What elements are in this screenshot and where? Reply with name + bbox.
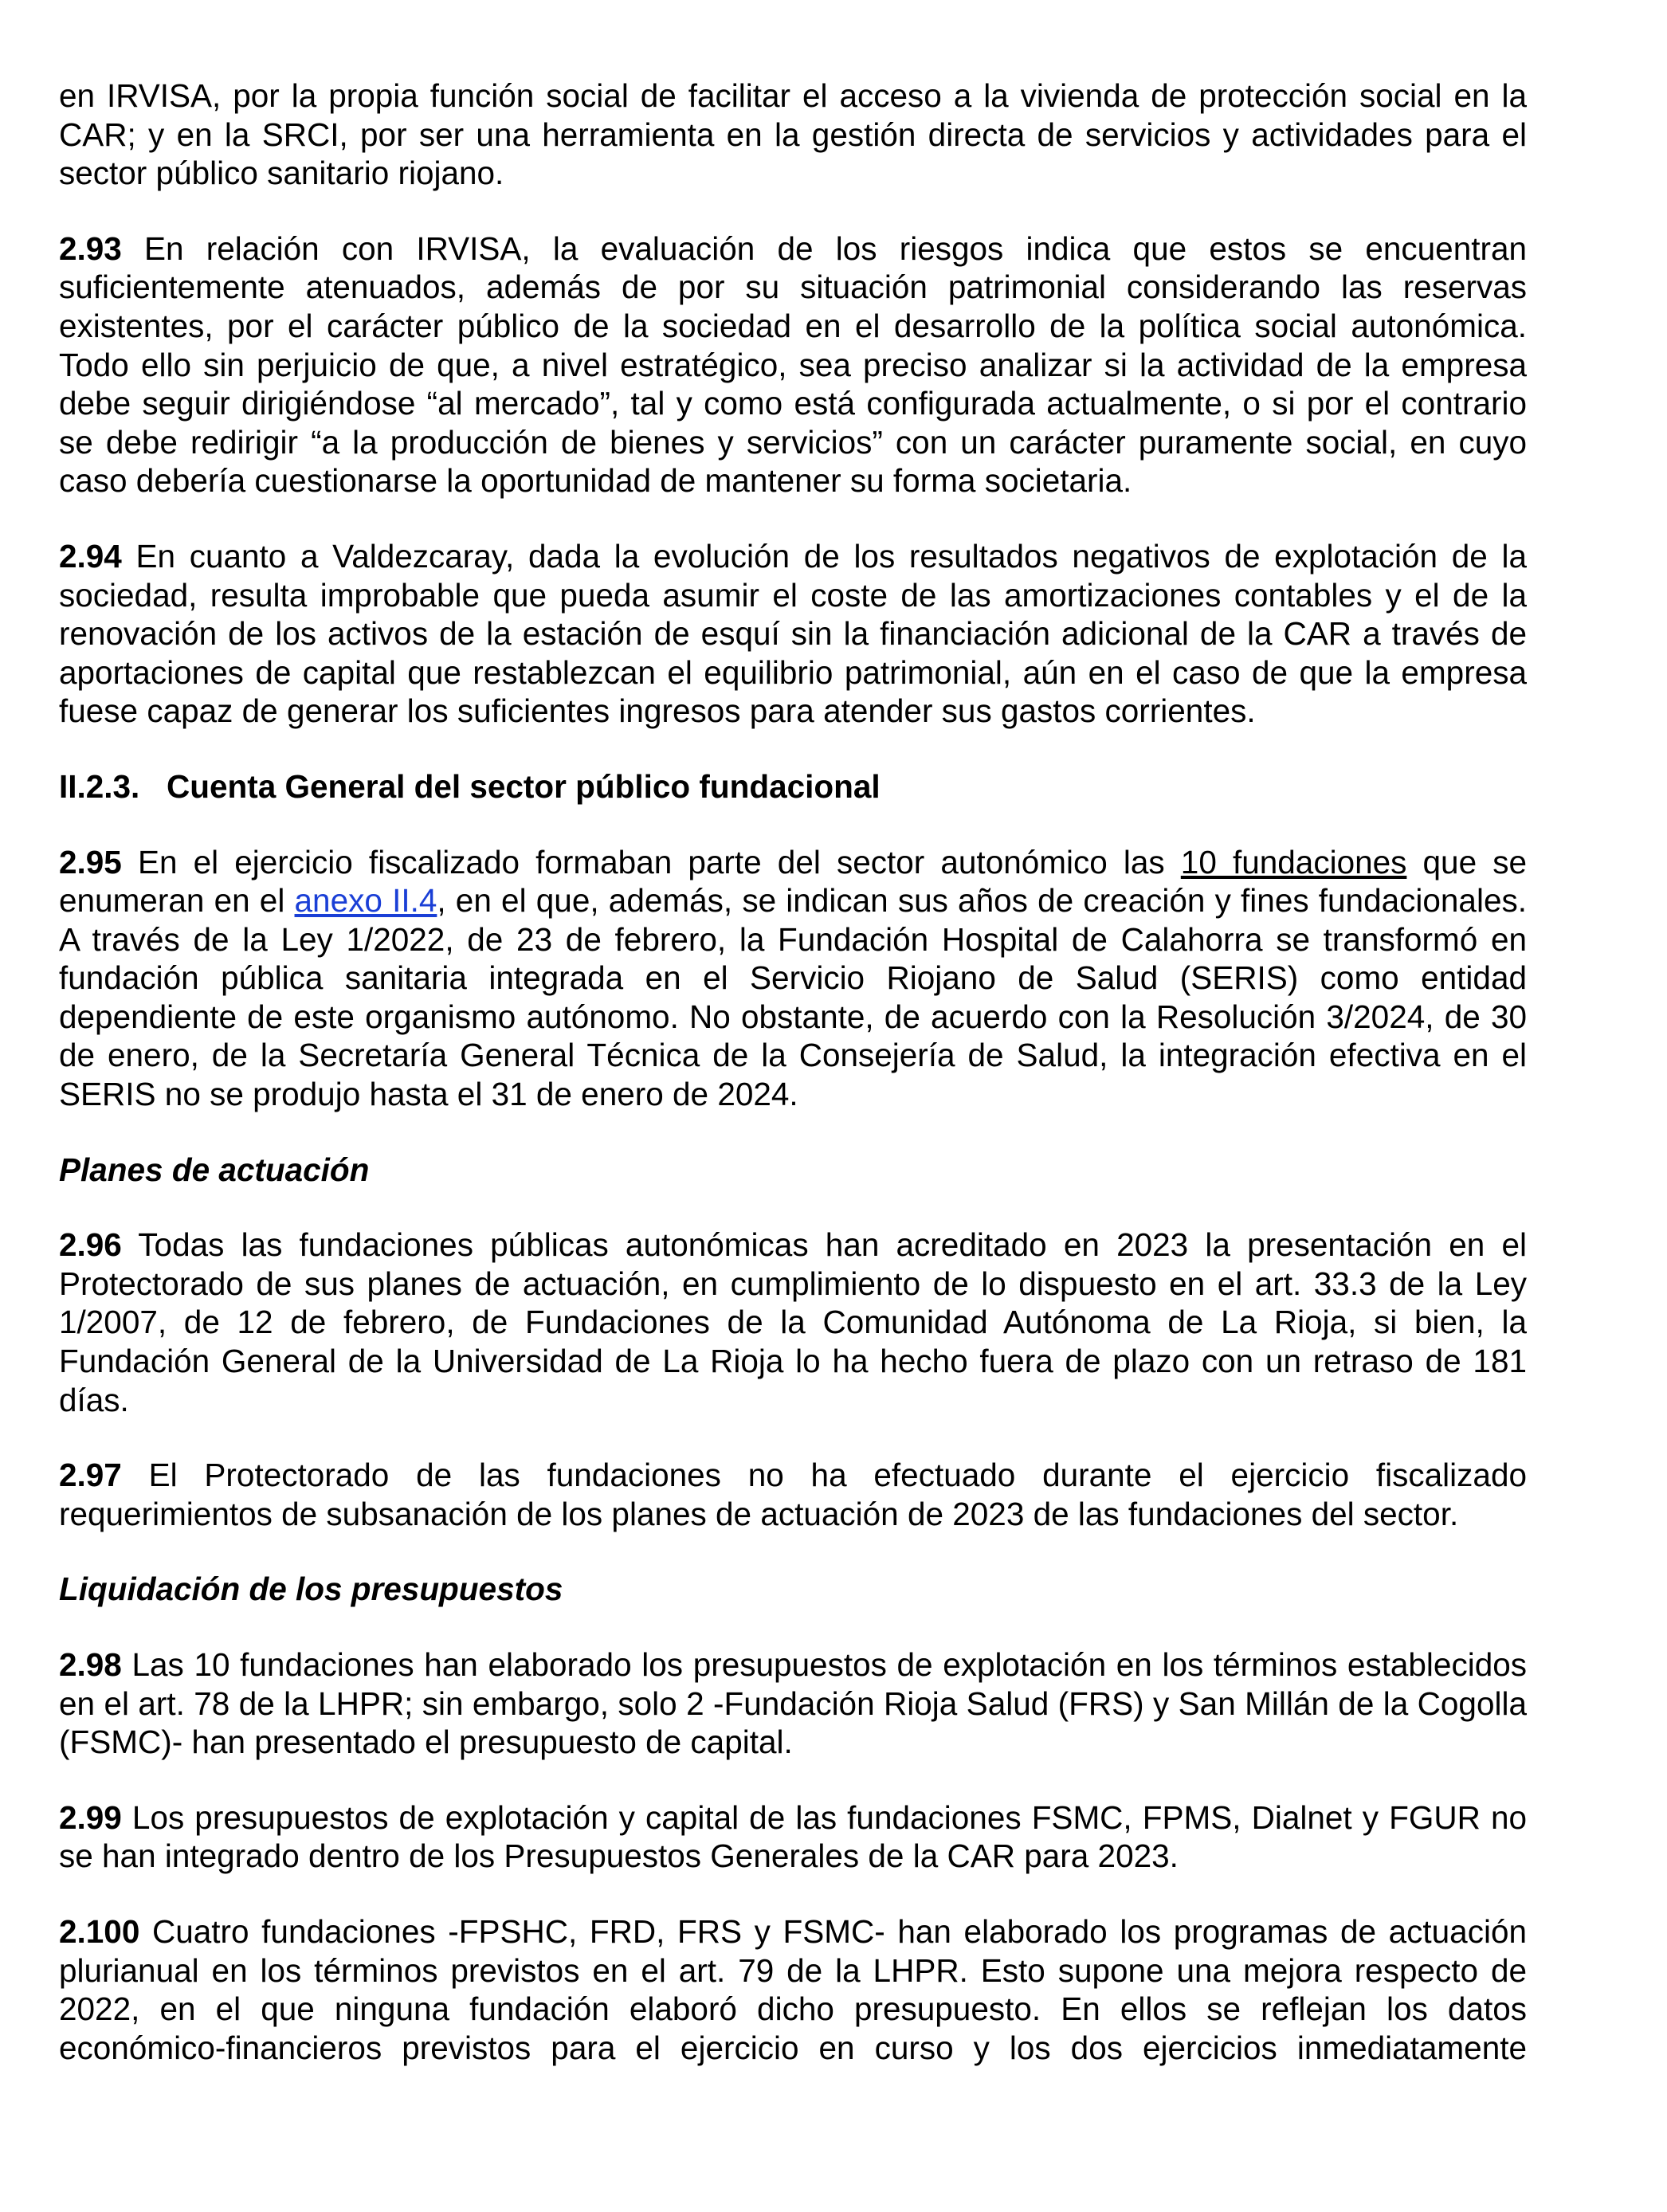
paragraph-text: Las 10 fundaciones han elaborado los presupuestos de explotación en los términos establecidos en el art. 78 de la LHPR; sin embargo, solo 2 -Fundación Rioja Salud (FRS) y San Millán de la Cogolla (FSMC)- han presentado el presupuesto de capital. — [59, 1646, 1527, 1761]
paragraph-text: , en el que, además, se indican sus años de creación y fines fundacionales. A través de la Ley 1/2022, de 23 de febrero, la Fundación Hospital de Calahorra se transformó en fundación pública sanitaria integrada en el Servicio Riojano de Salud (SERIS) como entidad dependiente de este organismo autónomo. No obstante, de acuerdo con la Resolución 3/2024, de 30 de enero, de la Secretaría General Técnica de la Consejería de Salud, la integración efectiva en el SERIS no se produjo hasta el 31 de enero de 2024. — [59, 882, 1527, 1113]
subheading-planes: Planes de actuación — [59, 1151, 370, 1188]
paragraph-text: En relación con IRVISA, la evaluación de los riesgos indica que estos se encuentran suficientemente atenuados, además de por su situación patrimonial considerando las reservas existentes, por el carácter público de la sociedad en el desarrollo de la política social autonómica. Todo ello sin perjuicio de que, a nivel estratégico, sea preciso analizar si la actividad de la empresa debe seguir dirigiéndose “al mercado”, tal y como está configurada actualmente, o si por el contrario se debe redirigir “a la producción de bienes y servicios” con un carácter puramente social, en cuyo caso debería cuestionarse la oportunidad de mantener su forma societaria. — [59, 229, 1527, 500]
paragraph-number: 2.94 — [59, 537, 122, 575]
paragraph-text: Todas las fundaciones públicas autonómicas han acreditado en 2023 la presentación en el Protectorado de sus planes de actuación, en cumplimiento de lo dispuesto en el art. 33.3 de la Ley 1/2007, de 12 de febrero, de Fundaciones de la Comunidad Autónoma de La Rioja, si bien, la Fundación General de la Universidad de La Rioja lo ha hecho fuera de plazo con un retraso de 181 días. — [59, 1226, 1527, 1418]
paragraph-2-98 — [59, 1645, 1527, 1762]
paragraph-text: El Protectorado de las fundaciones no ha efectuado durante el ejercicio fiscalizado requerimientos de subsanación de los planes de actuación de 2023 de las fundaciones del sector. — [59, 1457, 1527, 1532]
annex-link[interactable]: anexo II.4 — [294, 882, 437, 920]
paragraph-number: 2.96 — [59, 1226, 122, 1264]
paragraph-2-94 — [59, 537, 1527, 731]
paragraph-text: Cuatro fundaciones -FPSHC, FRD, FRS y FSMC- han elaborado los programas de actuación plurianual en los términos previstos en el art. 79 de la LHPR. Esto supone una mejora respecto de 2022, en el que ninguna fundación elaboró dicho presupuesto. En ellos se reflejan los datos económico-financieros previstos para el ejercicio en curso y los dos ejercicios inmediatamente — [59, 1912, 1527, 2066]
paragraph-2-95 — [59, 843, 1527, 1114]
paragraph-number: 2.100 — [59, 1912, 140, 1950]
document-page — [59, 76, 1527, 2104]
paragraph-2-97 — [59, 1456, 1527, 1533]
paragraph-number: 2.95 — [59, 843, 122, 880]
intro-paragraph — [59, 76, 1527, 193]
paragraph-2-96 — [59, 1226, 1527, 1419]
paragraph-number: 2.98 — [59, 1646, 122, 1683]
paragraph-number: 2.93 — [59, 229, 122, 267]
paragraph-text: Los presupuestos de explotación y capital de las fundaciones FSMC, FPMS, Dialnet y FGUR no se han integrado dentro de los Presupuestos Generales de la CAR para 2023. — [59, 1798, 1527, 1875]
section-title: Cuenta General del sector público fundacional — [167, 767, 881, 805]
subheading-liquidacion: Liquidación de los presupuestos — [59, 1571, 563, 1608]
section-number: II.2.3. — [59, 767, 140, 805]
section-heading — [59, 767, 1527, 806]
paragraph-number: 2.99 — [59, 1798, 122, 1836]
paragraph-number: 2.97 — [59, 1457, 122, 1494]
paragraph-text: En cuanto a Valdezcaray, dada la evolución de los resultados negativos de explotación de la sociedad, resulta improbable que pueda asumir el coste de las amortizaciones contables y el de la renovación de los activos de la estación de esquí sin la financiación adicional de la CAR a través de aportaciones de capital que restablezcan el equilibrio patrimonial, aún en el caso de que la empresa fuese capaz de generar los suficientes ingresos para atender sus gastos corrientes. — [59, 537, 1527, 730]
paragraph-2-99 — [59, 1798, 1527, 1876]
paragraph-2-93 — [59, 229, 1527, 500]
paragraph-text: En el ejercicio fiscalizado formaban parte del sector autonómico las — [121, 843, 1181, 880]
paragraph-text: que se enumeran en el — [59, 843, 1527, 920]
underlined-reference: 10 fundaciones — [1180, 843, 1407, 880]
paragraph-2-100 — [59, 1912, 1527, 2067]
intro-text: en IRVISA, por la propia función social de facilitar el acceso a la vivienda de protección social en la CAR; y en la SRCI, por ser una herramienta en la gestión directa de servicios y actividades para el sector público sanitario riojano. — [59, 77, 1527, 192]
